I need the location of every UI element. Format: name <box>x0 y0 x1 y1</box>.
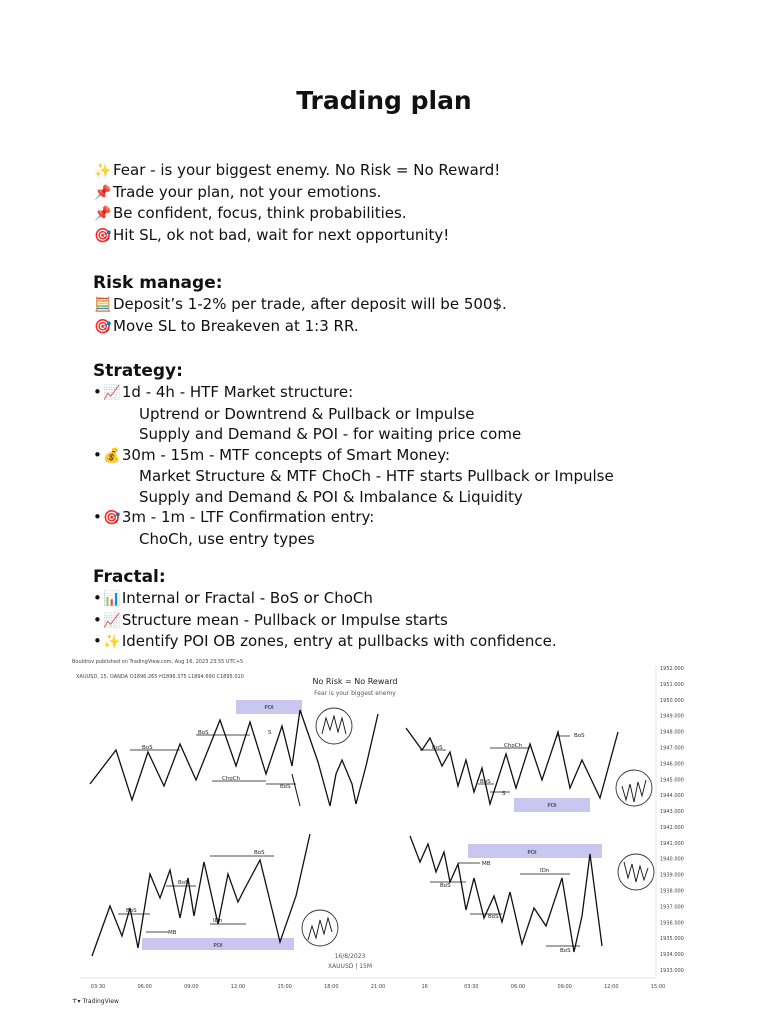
tradingview-brand: ⊤▾ TradingView <box>72 998 119 1005</box>
symbol-line: XAUUSD, 15, OANDA O1896.265 H1896.375 L1894.690 C1895.010 <box>76 674 244 680</box>
abacus-icon: 🧮 <box>94 297 112 313</box>
price-tick-label: 1937.000 <box>660 904 684 911</box>
bos-label: BoS <box>126 908 137 914</box>
price-tick-label: 1935.000 <box>660 936 684 943</box>
price-tick-label: 1945.000 <box>660 777 684 784</box>
price-tick-label: 1936.000 <box>660 920 684 927</box>
tradingview-logo-icon: ⊤▾ <box>72 998 83 1005</box>
price-tick-label: 1941.000 <box>660 840 684 847</box>
target-icon: 🎯 <box>103 510 121 526</box>
bos-label: BoS <box>432 745 443 751</box>
bos-label: BoS <box>280 784 291 790</box>
price-tick-label: 1934.000 <box>660 952 684 959</box>
time-tick-label: 18:00 <box>324 984 339 990</box>
bos-label: BoS <box>480 779 491 785</box>
price-tick-label: 1949.000 <box>660 713 684 720</box>
s-label: S <box>268 730 272 736</box>
time-tick-label: 15:00 <box>650 984 666 990</box>
sparkles-icon: ✨ <box>103 634 121 650</box>
risk-section <box>93 272 507 337</box>
strategy-line: •💰30m - 15m - MTF concepts of Smart Money: <box>93 445 614 467</box>
time-tick-label: 09:00 <box>557 984 572 990</box>
sparkles-icon: ✨ <box>94 163 112 179</box>
bos-label: BoS <box>574 733 585 739</box>
published-note: Bouldrov published on TradingView.com, Aug 16, 2023 23:55 UTC+5 <box>72 659 244 665</box>
time-tick-label: 16 <box>421 984 428 990</box>
price-tick-label: 1942.000 <box>660 824 684 831</box>
chart-increasing-icon: 📈 <box>103 612 121 629</box>
bos-label: BoS <box>440 883 451 889</box>
choch-label: ChoCh <box>222 776 241 782</box>
time-tick-label: 03:30 <box>464 984 479 990</box>
intro-line: 📌Trade your plan, not your emotions. <box>93 182 500 204</box>
strategy-line: •🎯3m - 1m - LTF Confirmation entry: <box>93 507 614 529</box>
price-tick-label: 1947.000 <box>660 745 684 752</box>
price-tick-label: 1950.000 <box>660 697 684 704</box>
strategy-line: Uptrend or Downtrend & Pullback or Impulse <box>139 404 475 423</box>
idn-label: IDn <box>213 918 223 924</box>
price-tick-label: 1944.000 <box>660 793 684 800</box>
fractal-section <box>93 566 557 653</box>
chart-increasing-icon: 📈 <box>103 385 121 401</box>
fractal-line: •📈Structure mean - Pullback or Impulse starts <box>93 610 557 632</box>
price-tick-label: 1933.000 <box>660 968 684 974</box>
chart-heading: No Risk = No Reward <box>312 677 398 686</box>
bos-label: BoS <box>142 745 153 751</box>
choch-label: ChoCh <box>504 743 523 749</box>
fractal-line: •📊Internal or Fractal - BoS or ChoCh <box>93 588 557 610</box>
strategy-line: Market Structure & MTF ChoCh - HTF starts Pullback or Impulse <box>139 467 614 485</box>
poi-label: POI <box>527 850 537 856</box>
time-tick-label: 21:00 <box>370 984 386 990</box>
price-tick-label: 1940.000 <box>660 856 684 863</box>
price-tick-label: 1943.000 <box>660 809 684 816</box>
time-tick-label: 06:00 <box>137 984 152 990</box>
price-tick-label: 1951.000 <box>660 681 684 688</box>
price-tick-label: 1938.000 <box>660 888 684 895</box>
time-tick-label: 03:30 <box>90 984 106 990</box>
time-tick-label: 12:00 <box>604 984 619 990</box>
mb-label: MB <box>482 861 491 867</box>
bos-label: BoS <box>488 914 499 920</box>
time-tick-label: 15:00 <box>277 984 292 990</box>
bos-label: BoS <box>178 880 189 886</box>
pushpin-icon: 📌 <box>94 184 112 201</box>
strategy-line: ChoCh, use entry types <box>139 529 315 548</box>
intro-section <box>93 160 500 246</box>
price-tick-label: 1948.000 <box>660 729 684 736</box>
chart-symbol: XAUUSD | 15M <box>327 963 373 970</box>
risk-line: 🎯Move SL to Breakeven at 1:3 RR. <box>93 316 507 338</box>
target-icon: 🎯 <box>94 227 112 244</box>
time-tick-label: 12:00 <box>230 984 246 990</box>
bos-label: BoS <box>560 948 571 954</box>
chart-subheading: Fear is your biggest enemy <box>314 690 396 697</box>
strategy-section <box>93 360 614 549</box>
poi-label: POI <box>213 943 223 949</box>
bos-label: BoS <box>254 850 265 856</box>
intro-line: ✨Fear - is your biggest enemy. No Risk = No Reward! <box>93 160 500 182</box>
chart-svg <box>70 656 698 1012</box>
intro-line: 📌Be confident, focus, think probabilities. <box>93 203 500 225</box>
money-bag-icon: 💰 <box>103 447 121 464</box>
idn-label: IDn <box>540 868 550 874</box>
strategy-heading: Strategy: <box>93 361 183 381</box>
mb-label: MB <box>168 930 177 936</box>
strategy-line: Supply and Demand & POI & Imbalance & Liquidity <box>139 487 523 506</box>
fractal-heading: Fractal: <box>93 567 166 587</box>
bar-chart-icon: 📊 <box>103 591 121 607</box>
risk-heading: Risk manage: <box>93 273 223 293</box>
target-icon: 🎯 <box>94 318 112 335</box>
intro-line: 🎯Hit SL, ok not bad, wait for next opportunity! <box>93 225 500 247</box>
strategy-line: •📈1d - 4h - HTF Market structure: <box>93 382 614 404</box>
pushpin-icon: 📌 <box>94 206 112 222</box>
s-label: S <box>502 791 506 797</box>
time-tick-label: 06:00 <box>510 984 526 990</box>
page-title: Trading plan <box>296 86 472 115</box>
poi-label: POI <box>264 705 274 711</box>
price-tick-label: 1952.000 <box>660 666 684 672</box>
chart-date: 16/8/2023 <box>334 953 366 960</box>
market-structure-chart-image <box>70 656 698 1012</box>
price-tick-label: 1939.000 <box>660 872 684 879</box>
poi-label: POI <box>547 803 557 809</box>
time-tick-label: 09:00 <box>184 984 199 990</box>
bos-label: BoS <box>198 730 209 736</box>
risk-line: 🧮Deposit’s 1-2% per trade, after deposit will be 500$. <box>93 294 507 316</box>
fractal-line: •✨Identify POI OB zones, entry at pullbacks with confidence. <box>93 631 557 653</box>
price-tick-label: 1946.000 <box>660 761 684 768</box>
strategy-line: Supply and Demand & POI - for waiting price come <box>139 425 522 443</box>
